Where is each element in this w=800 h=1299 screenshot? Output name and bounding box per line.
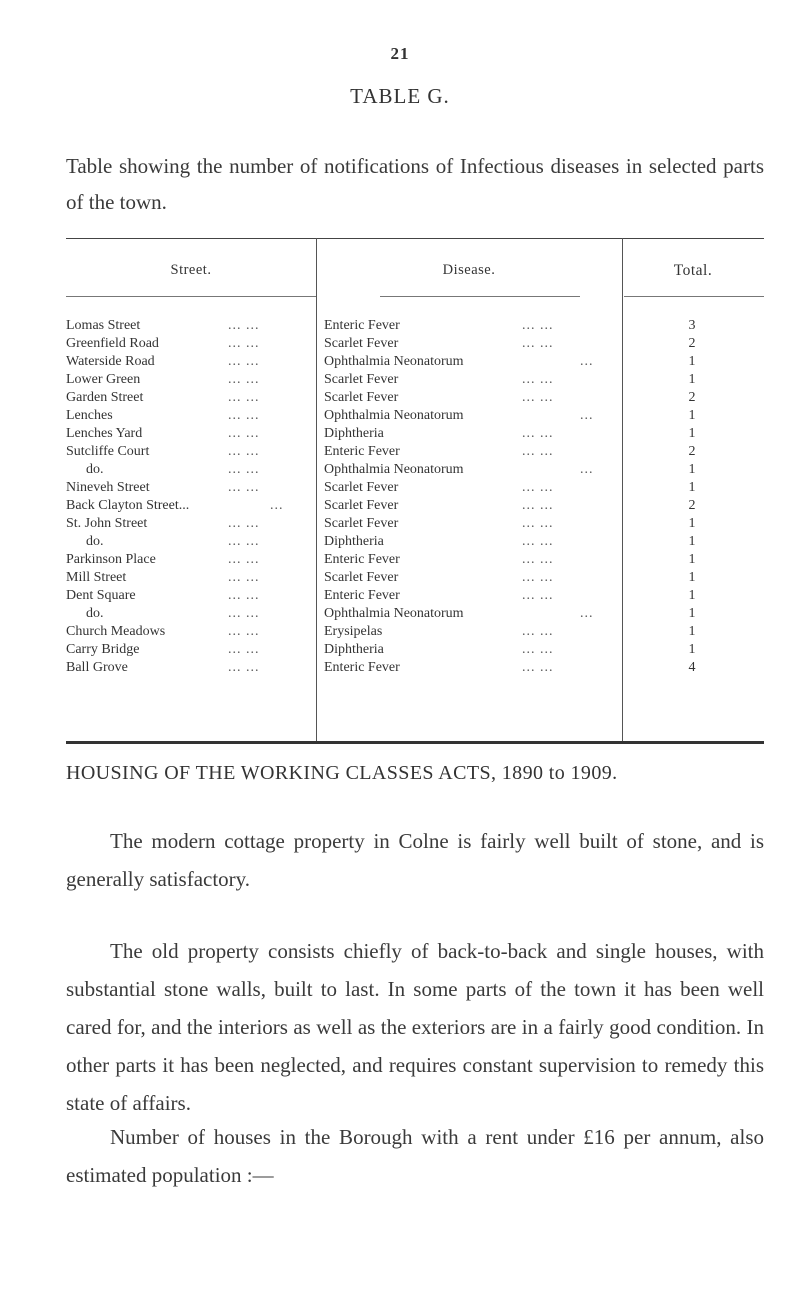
table-row [0,587,800,605]
cell-disease: Scarlet Fever [324,372,399,387]
leader-dots: ... ... [522,480,554,495]
header-total: Total. [673,262,713,279]
cell-street: do. [86,534,104,549]
leader-dots: ... ... [228,336,260,351]
table-header-rule-street [66,296,316,297]
cell-total: 2 [688,336,696,351]
leader-dots: ... ... [228,552,260,567]
leader-dots: ... ... [522,624,554,639]
paragraph-3: Number of houses in the Borough with a rent under £16 per annum, also estimated population :— [66,1125,764,1187]
cell-street: Waterside Road [66,354,155,369]
cell-disease: Diphtheria [324,642,384,657]
leader-dots: ... ... [228,462,260,477]
cell-street: Mill Street [66,570,127,585]
cell-total: 1 [688,354,696,369]
cell-street: do. [86,606,104,621]
paragraph-2: The old property consists chiefly of back-to-back and single houses, with substantial stone walls, built to last. In some parts of the town it has been well cared for, and the interiors as well as the exteriors are in a fairly good condition. In other parts it has been neglected, and requires constant supervision to remedy this state of affairs. [66,939,764,1115]
table-intro: Table showing the number of notifications of Infectious diseases in selected parts of the town. [66,154,764,214]
paragraph-1: The modern cottage property in Colne is fairly well built of stone, and is generally satisfactory. [66,829,764,891]
cell-disease: Diphtheria [324,534,384,549]
leader-dots: ... ... [522,642,554,657]
cell-total: 4 [688,660,696,675]
leader-dots: ... ... [522,336,554,351]
leader-dots: ... ... [228,318,260,333]
leader-dots: ... ... [228,372,260,387]
leader-dots: ... ... [522,426,554,441]
table-row [0,569,800,587]
cell-disease: Ophthalmia Neonatorum [324,408,464,423]
cell-total: 2 [688,390,696,405]
cell-total: 1 [688,372,696,387]
cell-street: do. [86,462,104,477]
table-row [0,533,800,551]
leader-dots: ... ... [522,498,554,513]
table-bottom-rule [66,741,764,744]
table-row [0,425,800,443]
cell-total: 1 [688,426,696,441]
cell-total: 3 [688,318,696,333]
cell-disease: Diphtheria [324,426,384,441]
table-rows [0,317,800,677]
leader-dots: ... ... [522,516,554,531]
table-row [0,407,800,425]
cell-street: Greenfield Road [66,336,159,351]
table-row [0,605,800,623]
table-row [0,497,800,515]
cell-disease: Scarlet Fever [324,498,399,513]
cell-disease: Ophthalmia Neonatorum [324,462,464,477]
page-number: 21 [390,44,410,63]
cell-total: 1 [688,534,696,549]
table-row [0,353,800,371]
cell-disease: Enteric Fever [324,318,400,333]
section-heading: HOUSING OF THE WORKING CLASSES ACTS, 1890 to 1909. [66,762,618,784]
cell-street: Dent Square [66,588,136,603]
cell-street: Parkinson Place [66,552,156,567]
table-header-rule-disease [380,296,580,297]
leader-dots: ... ... [228,408,260,423]
header-street: Street. [170,262,212,278]
leader-dots: ... ... [522,660,554,675]
leader-dots: ... [580,354,594,369]
cell-disease: Scarlet Fever [324,390,399,405]
cell-disease: Erysipelas [324,624,383,639]
cell-disease: Scarlet Fever [324,516,399,531]
leader-dots: ... ... [522,570,554,585]
leader-dots: ... ... [522,318,554,333]
leader-dots: ... ... [228,570,260,585]
leader-dots: ... ... [228,624,260,639]
cell-street: Carry Bridge [66,642,140,657]
table-row [0,479,800,497]
cell-street: Ball Grove [66,660,128,675]
table-header-rule-total [624,296,764,297]
leader-dots: ... ... [228,444,260,459]
cell-total: 1 [688,552,696,567]
leader-dots: ... [270,498,284,513]
cell-total: 1 [688,480,696,495]
cell-disease: Enteric Fever [324,660,400,675]
cell-total: 1 [688,462,696,477]
leader-dots: ... ... [522,372,554,387]
cell-total: 1 [688,588,696,603]
cell-disease: Enteric Fever [324,444,400,459]
table-row [0,443,800,461]
cell-street: Garden Street [66,390,144,405]
leader-dots: ... ... [522,534,554,549]
cell-street: Lower Green [66,372,141,387]
leader-dots: ... ... [228,390,260,405]
table-row [0,335,800,353]
header-disease: Disease. [442,262,496,278]
leader-dots: ... [580,462,594,477]
table-row [0,551,800,569]
cell-total: 1 [688,606,696,621]
leader-dots: ... ... [228,588,260,603]
leader-dots: ... ... [228,534,260,549]
leader-dots: ... ... [228,642,260,657]
leader-dots: ... ... [228,660,260,675]
cell-street: Lenches Yard [66,426,143,441]
leader-dots: ... ... [522,588,554,603]
leader-dots: ... ... [522,552,554,567]
cell-disease: Ophthalmia Neonatorum [324,354,464,369]
table-row [0,515,800,533]
leader-dots: ... ... [228,426,260,441]
cell-total: 1 [688,570,696,585]
leader-dots: ... ... [228,606,260,621]
cell-street: Sutcliffe Court [66,444,150,459]
cell-street: Lenches [66,408,113,423]
cell-disease: Scarlet Fever [324,570,399,585]
cell-total: 2 [688,498,696,513]
cell-street: St. John Street [66,516,148,531]
cell-total: 2 [688,444,696,459]
table-row [0,659,800,677]
table-row [0,371,800,389]
table-row [0,641,800,659]
cell-disease: Enteric Fever [324,588,400,603]
cell-disease: Scarlet Fever [324,336,399,351]
cell-street: Church Meadows [66,624,166,639]
table-row [0,317,800,335]
leader-dots: ... [580,408,594,423]
cell-total: 1 [688,624,696,639]
cell-total: 1 [688,408,696,423]
leader-dots: ... ... [522,444,554,459]
leader-dots: ... ... [228,354,260,369]
cell-street: Lomas Street [66,318,141,333]
cell-disease: Scarlet Fever [324,480,399,495]
table-title: TABLE G. [350,84,450,108]
cell-disease: Enteric Fever [324,552,400,567]
table-top-rule [66,238,764,239]
leader-dots: ... [580,606,594,621]
table-row [0,461,800,479]
table-row [0,623,800,641]
leader-dots: ... ... [522,390,554,405]
table-row [0,389,800,407]
leader-dots: ... ... [228,480,260,495]
cell-total: 1 [688,642,696,657]
cell-disease: Ophthalmia Neonatorum [324,606,464,621]
cell-street: Nineveh Street [66,480,150,495]
cell-total: 1 [688,516,696,531]
cell-street: Back Clayton Street... [66,498,190,513]
leader-dots: ... ... [228,516,260,531]
